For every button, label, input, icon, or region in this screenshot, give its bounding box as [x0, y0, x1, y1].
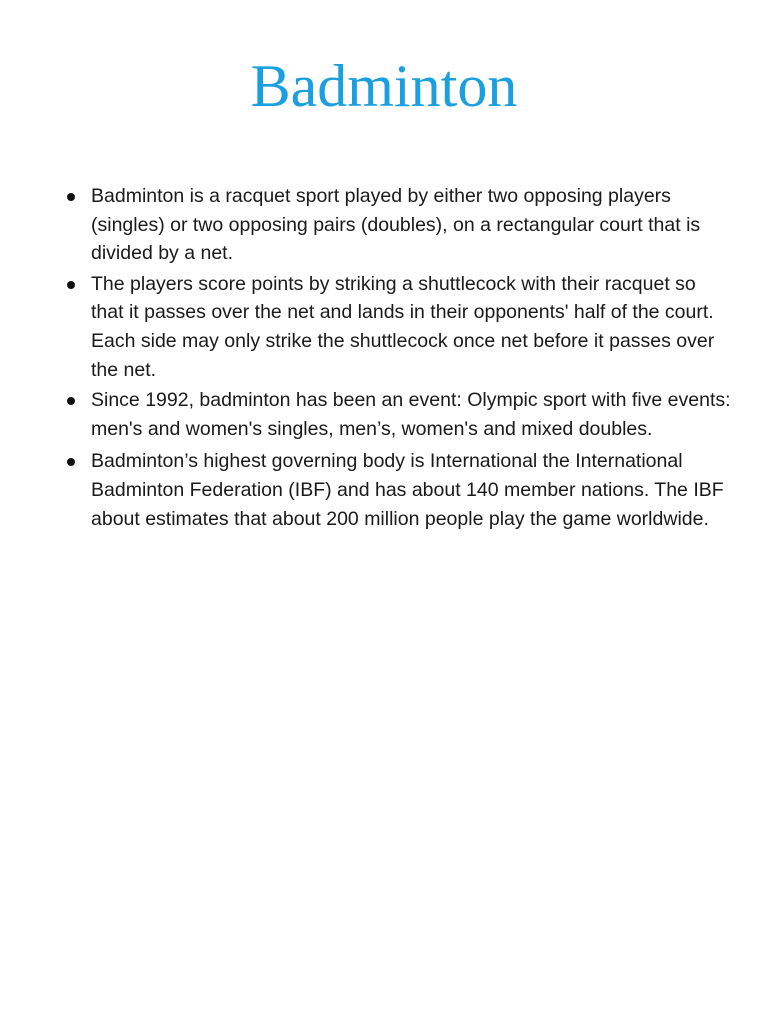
bullet-item-3 — [62, 386, 732, 443]
page-title: Badminton — [250, 53, 518, 119]
bullet-dot-icon — [67, 458, 75, 466]
bullet-text: Badminton’s highest governing body is International the International Badminton Federation (IBF) and has about 140 member nations. The IBF about estimates that about 200 million people play the game worldwide. — [91, 450, 724, 530]
bullet-item-2 — [62, 270, 732, 384]
bullet-dot-icon — [67, 397, 75, 405]
bullet-list — [62, 182, 732, 535]
bullet-text: Badminton is a racquet sport played by either two opposing players (singles) or two opposing pairs (doubles), on a rectangular court that is divided by a net. — [91, 185, 701, 265]
bullet-text: The players score points by striking a shuttlecock with their racquet so that it passes over the net and lands in their opponents' half of the court. Each side may only strike the shuttlecock once net before it passes over the net. — [91, 272, 715, 381]
bullet-dot-icon — [67, 193, 75, 201]
bullet-text: Since 1992, badminton has been an event: Olympic sport with five events: men's and women's singles, men’s, women's and mixed doubles. — [91, 389, 731, 440]
bullet-item-1 — [62, 182, 732, 268]
bullet-item-4 — [62, 447, 732, 533]
bullet-dot-icon — [67, 281, 75, 289]
